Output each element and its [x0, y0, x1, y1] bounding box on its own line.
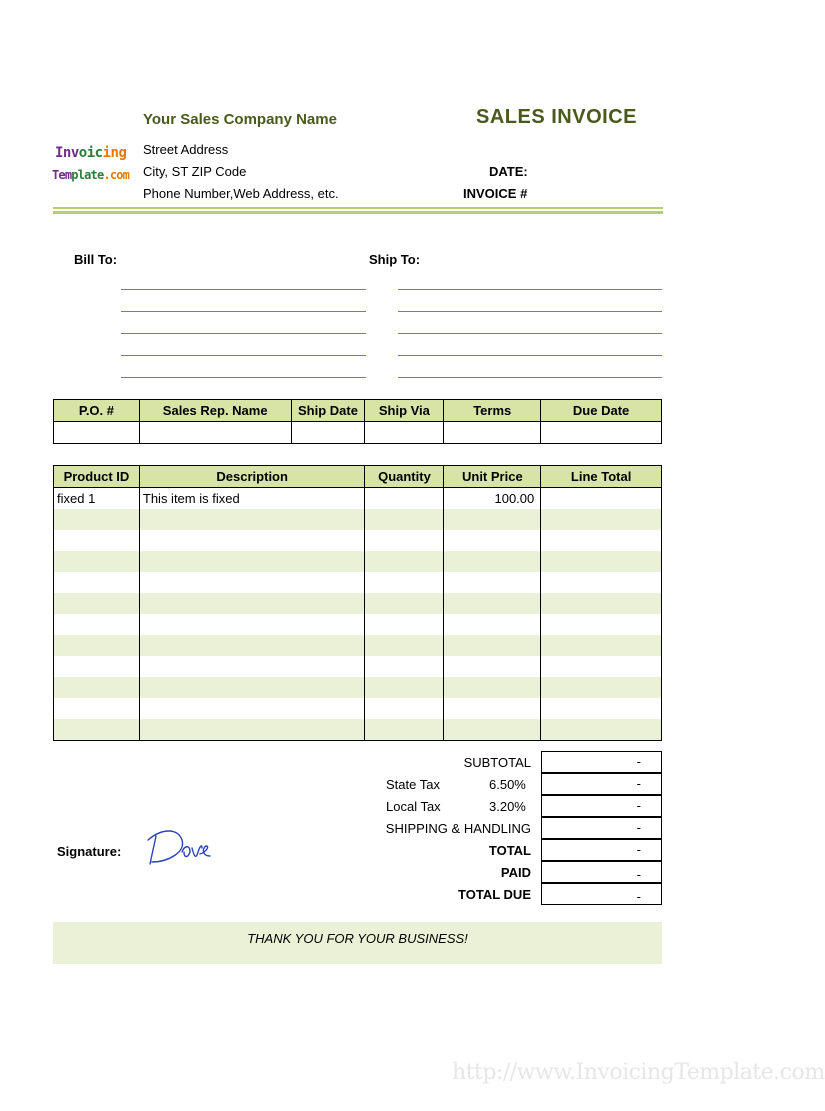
unit-price-cell[interactable] — [444, 677, 541, 698]
invoice-number-label: INVOICE # — [463, 186, 528, 201]
quantity-cell[interactable] — [365, 488, 444, 510]
local-tax-rate[interactable]: 3.20% — [489, 799, 526, 814]
line-total-cell[interactable] — [541, 656, 662, 677]
shipping-value[interactable]: - — [541, 817, 662, 839]
line-total-cell[interactable] — [541, 551, 662, 572]
description-cell[interactable] — [139, 593, 365, 614]
items-table — [53, 465, 662, 741]
unit-price-cell[interactable] — [444, 530, 541, 551]
shipping-label: SHIPPING & HANDLING — [385, 821, 531, 836]
description-cell[interactable] — [139, 635, 365, 656]
paid-value[interactable]: - — [541, 861, 662, 883]
unit-price-cell[interactable]: 100.00 — [444, 488, 541, 510]
city-state-zip: City, ST ZIP Code — [143, 164, 247, 179]
line-total-cell[interactable] — [541, 635, 662, 656]
ship-to-line[interactable] — [398, 289, 662, 290]
ship-to-label: Ship To: — [369, 252, 421, 267]
total-value: - — [541, 839, 662, 861]
bill-to-line[interactable] — [121, 311, 366, 312]
unit-price-cell[interactable] — [444, 635, 541, 656]
quantity-cell[interactable] — [365, 572, 444, 593]
quantity-cell[interactable] — [365, 656, 444, 677]
logo-line1: Invoicing — [55, 145, 127, 161]
ship-to-line[interactable] — [398, 311, 662, 312]
product-id-cell[interactable] — [54, 656, 140, 677]
table-row — [54, 719, 662, 741]
unit-price-cell[interactable] — [444, 509, 541, 530]
product-id-cell[interactable] — [54, 530, 140, 551]
header-unit-price: Unit Price — [444, 466, 541, 488]
product-id-cell[interactable] — [54, 677, 140, 698]
signature-label: Signature: — [57, 844, 122, 859]
line-total-cell[interactable] — [541, 572, 662, 593]
description-cell[interactable] — [139, 551, 365, 572]
table-row — [54, 614, 662, 635]
bill-to-label: Bill To: — [74, 252, 118, 267]
ship-to-line[interactable] — [398, 355, 662, 356]
quantity-cell[interactable] — [365, 698, 444, 719]
header-ship-date: Ship Date — [291, 400, 365, 422]
order-info-table — [53, 399, 662, 444]
company-name: Your Sales Company Name — [143, 111, 337, 128]
product-id-cell[interactable] — [54, 572, 140, 593]
ship-date-cell[interactable] — [291, 422, 365, 444]
quantity-cell[interactable] — [365, 509, 444, 530]
description-cell[interactable] — [139, 614, 365, 635]
header-ship-via: Ship Via — [365, 400, 444, 422]
table-row — [54, 698, 662, 719]
quantity-cell[interactable] — [365, 719, 444, 741]
line-total-cell[interactable] — [541, 614, 662, 635]
line-total-cell[interactable] — [541, 698, 662, 719]
product-id-cell[interactable] — [54, 635, 140, 656]
table-row — [54, 572, 662, 593]
ship-via-cell[interactable] — [365, 422, 444, 444]
unit-price-cell[interactable] — [444, 614, 541, 635]
bill-to-line[interactable] — [121, 377, 366, 378]
header-rule — [53, 207, 663, 209]
product-id-cell[interactable] — [54, 509, 140, 530]
description-cell[interactable] — [139, 509, 365, 530]
table-row — [54, 530, 662, 551]
quantity-cell[interactable] — [365, 614, 444, 635]
unit-price-cell[interactable] — [444, 698, 541, 719]
description-cell[interactable] — [139, 572, 365, 593]
product-id-cell[interactable] — [54, 719, 140, 741]
description-cell[interactable] — [139, 656, 365, 677]
logo-line2: Template.com — [52, 168, 130, 182]
unit-price-cell[interactable] — [444, 572, 541, 593]
invoice-title: SALES INVOICE — [476, 106, 637, 128]
product-id-cell[interactable] — [54, 593, 140, 614]
unit-price-cell[interactable] — [444, 656, 541, 677]
street-address: Street Address — [143, 142, 229, 157]
header-terms: Terms — [444, 400, 541, 422]
description-cell[interactable] — [139, 530, 365, 551]
state-tax-value: - — [541, 773, 662, 795]
line-total-cell[interactable] — [541, 719, 662, 741]
line-total-cell[interactable] — [541, 677, 662, 698]
quantity-cell[interactable] — [365, 530, 444, 551]
quantity-cell[interactable] — [365, 635, 444, 656]
description-cell[interactable] — [139, 698, 365, 719]
product-id-cell[interactable] — [54, 551, 140, 572]
line-total-cell[interactable] — [541, 509, 662, 530]
quantity-cell[interactable] — [365, 677, 444, 698]
table-row — [54, 488, 662, 510]
description-cell[interactable] — [139, 677, 365, 698]
quantity-cell[interactable] — [365, 593, 444, 614]
subtotal-value: - — [541, 751, 662, 773]
signature-image — [138, 822, 218, 868]
local-tax-label: Local Tax — [386, 799, 441, 814]
table-row — [54, 677, 662, 698]
bill-to-line[interactable] — [121, 355, 366, 356]
watermark: http://www.InvoicingTemplate.com — [452, 1060, 825, 1085]
po-cell[interactable] — [54, 422, 140, 444]
bill-to-line[interactable] — [121, 333, 366, 334]
product-id-cell[interactable] — [54, 614, 140, 635]
description-cell[interactable] — [139, 719, 365, 741]
total-due-value: - — [541, 883, 662, 905]
total-due-label: TOTAL DUE — [458, 887, 531, 902]
table-row — [54, 509, 662, 530]
header-quantity: Quantity — [365, 466, 444, 488]
line-total-cell[interactable] — [541, 488, 662, 510]
quantity-cell[interactable] — [365, 551, 444, 572]
ship-to-line[interactable] — [398, 377, 662, 378]
header-po: P.O. # — [54, 400, 140, 422]
due-date-cell[interactable] — [541, 422, 662, 444]
table-row — [54, 593, 662, 614]
unit-price-cell[interactable] — [444, 593, 541, 614]
ship-to-line[interactable] — [398, 333, 662, 334]
product-id-cell[interactable] — [54, 698, 140, 719]
header-rule-2 — [53, 211, 663, 214]
bill-to-line[interactable] — [121, 289, 366, 290]
date-label: DATE: — [489, 164, 528, 179]
thank-you-message: THANK YOU FOR YOUR BUSINESS! — [53, 922, 662, 964]
line-total-cell[interactable] — [541, 593, 662, 614]
line-total-cell[interactable] — [541, 530, 662, 551]
description-cell[interactable]: This item is fixed — [139, 488, 365, 510]
subtotal-label: SUBTOTAL — [463, 755, 531, 770]
state-tax-label: State Tax — [386, 777, 440, 792]
header-line-total: Line Total — [541, 466, 662, 488]
contact-info: Phone Number,Web Address, etc. — [143, 186, 339, 201]
product-id-cell[interactable]: fixed 1 — [54, 488, 140, 510]
terms-cell[interactable] — [444, 422, 541, 444]
sales-rep-cell[interactable] — [139, 422, 291, 444]
local-tax-value: - — [541, 795, 662, 817]
unit-price-cell[interactable] — [444, 551, 541, 572]
unit-price-cell[interactable] — [444, 719, 541, 741]
header-sales-rep: Sales Rep. Name — [139, 400, 291, 422]
header-due-date: Due Date — [541, 400, 662, 422]
paid-label: PAID — [500, 865, 531, 880]
table-row — [54, 656, 662, 677]
table-row — [54, 635, 662, 656]
header-description: Description — [139, 466, 365, 488]
state-tax-rate[interactable]: 6.50% — [489, 777, 526, 792]
table-row — [54, 551, 662, 572]
total-label: TOTAL — [488, 843, 531, 858]
header-product-id: Product ID — [54, 466, 140, 488]
